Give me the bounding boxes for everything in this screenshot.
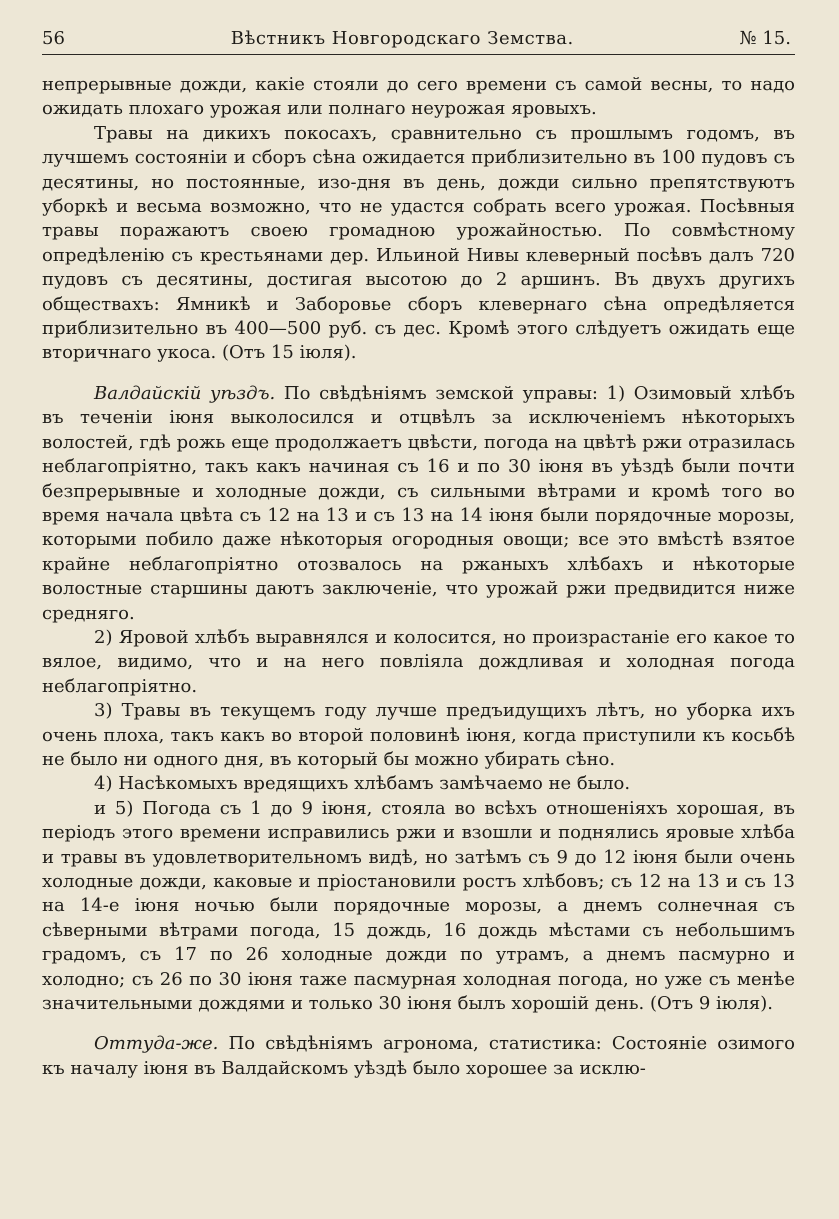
paragraph-4-text: 2) Яровой хлѣбъ выравнялся и колосится, но произрастаніе его какое то вялое, видимо, что и на него повліяла дождливая и холодная погода неблагопріятно.: [42, 626, 795, 697]
district-heading-valdai: Валдайскій уѣздъ.: [94, 382, 276, 404]
paragraph-5: [42, 699, 795, 772]
paragraph-6: [42, 772, 795, 796]
paragraph-8: [42, 1032, 795, 1081]
paragraph-2: [42, 122, 795, 366]
issue-number: № 15.: [739, 28, 791, 49]
running-header: [42, 28, 795, 55]
paragraph-3: [42, 382, 795, 626]
paragraph-4: [42, 626, 795, 699]
paragraph-1-text: непрерывные дожди, какіе стояли до сего времени съ самой весны, то надо ожидать плохаго урожая или полнаго неурожая яровыхъ.: [42, 74, 795, 120]
paragraph-6-text: 4) Насѣкомыхъ вредящихъ хлѣбамъ замѣчаемо не было.: [94, 773, 631, 795]
page-number: 56: [42, 28, 65, 49]
paragraph-1: [42, 73, 795, 122]
journal-title: Вѣстникъ Новгородскаго Земства.: [230, 28, 574, 49]
source-heading-ottuda: Оттуда-же.: [94, 1033, 219, 1055]
paragraph-8-text: По свѣдѣніямъ агронома, статистика: Состояніе озимого къ началу іюня въ Валдайскомъ уѣздѣ было хорошее за исклю-: [42, 1033, 795, 1079]
body-text: [42, 73, 795, 1081]
paragraph-3-text: По свѣдѣніямъ земской управы: 1) Озимовый хлѣбъ въ теченіи іюня выколосился и отцвѣлъ за исключеніемъ нѣкоторыхъ волостей, гдѣ рожь еще продолжаетъ цвѣсти, погода на цвѣтѣ ржи отразилась неблагопріятно, такъ какъ начиная съ 16 и по 30 іюня въ уѣздѣ были почти безпрерывные и холодные дожди, съ сильными вѣтрами и кромѣ того во время начала цвѣта съ 12 на 13 и съ 13 на 14 іюня были порядочные морозы, которыми побило даже нѣкоторыя огородныя овощи; все это вмѣстѣ взятое крайне неблагопріятно отозвалось на ржаныхъ хлѣбахъ и нѣкоторые волостные старшины даютъ заключеніе, что урожай ржи предвидится ниже средняго.: [42, 382, 796, 624]
paragraph-7: [42, 797, 795, 1017]
paragraph-5-text: 3) Травы въ текущемъ году лучше предъидущихъ лѣтъ, но уборка ихъ очень плоха, такъ какъ во второй половинѣ іюня, когда приступили къ косьбѣ не было ни одного дня, въ который бы можно убирать сѣно.: [42, 700, 795, 770]
paragraph-2-text: Травы на дикихъ покосахъ, сравнительно съ прошлымъ годомъ, въ лучшемъ состояніи и сборъ сѣна ожидается приблизительно въ 100 пудовъ съ десятины, но постоянные, изо-дня въ день, дожди сильно препятствуютъ уборкѣ и весьма возможно, что не удастся собрать всего урожая. Посѣвныя травы поражаютъ своею громадною урожайностью. По совмѣстному опредѣленію съ крестьянами дер. Ильиной Нивы клеверный посѣвъ далъ 720 пудовъ съ десятины, достигая высотою до 2 аршинъ. Въ двухъ другихъ обществахъ: Ямникѣ и Заборовье сборъ клевернаго сѣна опредѣляется приблизительно въ 400—500 руб. съ дес. Кромѣ этого слѣдуетъ ожидать еще вторичнаго укоса. (Отъ 15 іюля).: [42, 122, 795, 364]
paragraph-7-text: и 5) Погода съ 1 до 9 іюня, стояла во всѣхъ отношеніяхъ хорошая, въ періодъ этого времени исправились ржи и взошли и поднялись яровые хлѣба и травы въ удовлетворительномъ видѣ, но затѣмъ съ 9 до 12 іюня были очень холодные дожди, каковые и пріостановили ростъ хлѣбовъ; съ 12 на 13 и съ 13 на 14-е іюня ночью были порядочные морозы, а днемъ солнечная съ сѣверными вѣтрами погода, 15 дождь, 16 дождь мѣстами съ небольшимъ градомъ, съ 17 по 26 холодные дожди по утрамъ, а днемъ пасмурно и холодно; съ 26 по 30 іюня таже пасмурная холодная погода, но уже съ менѣе значительными дождями и только 30 іюня былъ хорошій день. (Отъ 9 іюля).: [42, 797, 795, 1015]
